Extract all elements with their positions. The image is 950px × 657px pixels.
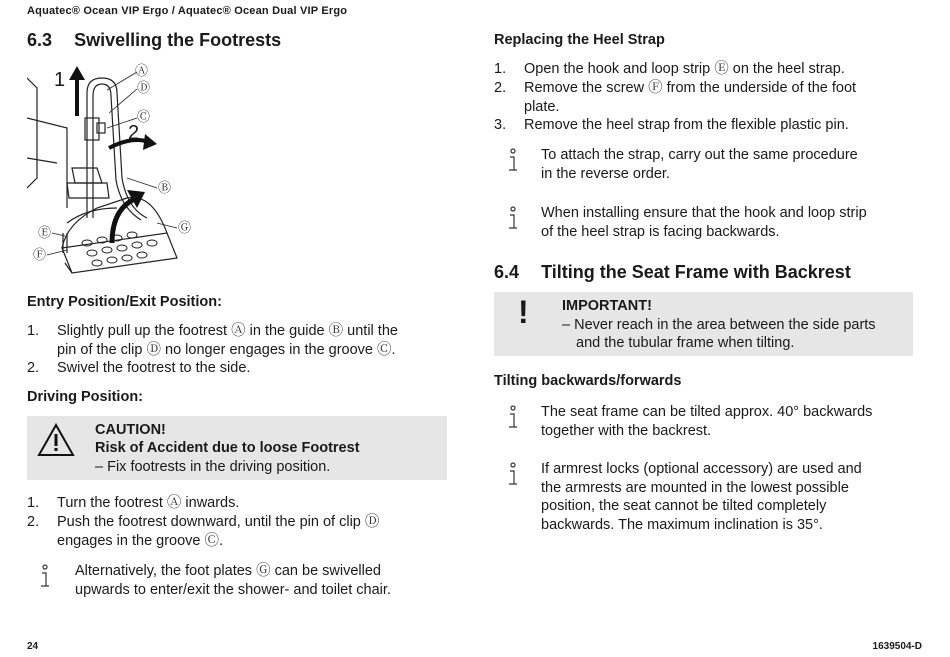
- left-note: [75, 562, 455, 599]
- list-number: 1.: [27, 495, 40, 511]
- section-title: Swivelling the Footrests: [74, 30, 282, 50]
- label-step-1: 1: [54, 69, 66, 91]
- note-line: backwards. The maximum inclination is 35°.: [541, 516, 823, 533]
- list-text: engages in the groove Ⓒ.: [57, 532, 224, 549]
- section-6-3-heading: [27, 30, 281, 51]
- list-text: Push the footrest downward, until the pin of clip Ⓓ: [57, 514, 380, 530]
- list-number: 3.: [494, 117, 507, 133]
- driving-position-heading: Driving Position:: [27, 389, 143, 405]
- section-number: 6.3: [27, 30, 53, 50]
- important-line-2: and the tubular frame when tilting.: [576, 335, 795, 351]
- list-item: [27, 494, 447, 513]
- running-header: Aquatec® Ocean VIP Ergo / Aquatec® Ocean Dual VIP Ergo: [27, 5, 348, 17]
- list-number: 1.: [27, 323, 40, 339]
- list-text: Remove the heel strap from the flexible plastic pin.: [524, 117, 849, 133]
- label-d: Ⓓ: [137, 80, 151, 95]
- tilting-heading: Tilting backwards/forwards: [494, 373, 682, 389]
- list-number: 2.: [27, 360, 40, 376]
- label-step-2: 2: [128, 122, 140, 144]
- list-text: Slightly pull up the footrest Ⓐ in the guide Ⓑ until the: [57, 323, 398, 339]
- caution-box: [27, 416, 447, 480]
- list-text: Remove the screw Ⓕ from the underside of the foot: [524, 80, 857, 96]
- important-title: IMPORTANT!: [562, 298, 652, 314]
- label-b: Ⓑ: [158, 180, 172, 195]
- label-c: Ⓒ: [137, 109, 151, 124]
- list-item: [27, 322, 447, 359]
- note-line: upwards to enter/exit the shower- and toilet chair.: [75, 581, 391, 598]
- info-icon: [506, 405, 520, 431]
- list-number: 2.: [27, 514, 40, 530]
- section-number: 6.4: [494, 262, 520, 282]
- section-title: Tilting the Seat Frame with Backrest: [541, 262, 851, 282]
- list-item: [494, 60, 914, 79]
- list-number: 2.: [494, 80, 507, 96]
- label-f: Ⓕ: [33, 247, 47, 262]
- driving-steps-list: [27, 494, 447, 550]
- note-line: When installing ensure that the hook and loop strip: [541, 205, 867, 221]
- caution-text: – Fix footrests in the driving position.: [95, 459, 331, 475]
- list-text: plate.: [524, 98, 560, 115]
- heel-steps-list: [494, 60, 914, 135]
- note-line: the armrests are mounted in the lowest possible: [541, 479, 849, 496]
- important-line-1: – Never reach in the area between the side parts: [562, 317, 876, 333]
- list-text: Swivel the footrest to the side.: [57, 360, 251, 376]
- entry-position-heading: Entry Position/Exit Position:: [27, 294, 222, 310]
- list-text: Open the hook and loop strip Ⓔ on the heel strap.: [524, 61, 845, 77]
- caution-title: CAUTION!: [95, 422, 166, 438]
- info-icon: [506, 462, 520, 488]
- label-g: Ⓖ: [178, 220, 192, 235]
- note-line: position, the seat cannot be tilted completely: [541, 498, 827, 514]
- note-line: Alternatively, the foot plates Ⓖ can be swivelled: [75, 563, 382, 579]
- caution-subtitle: Risk of Accident due to loose Footrest: [95, 440, 360, 456]
- note-line: together with the backrest.: [541, 422, 712, 439]
- document-id: 1639504-D: [872, 641, 922, 652]
- heel-note-1: [541, 146, 921, 183]
- note-line: of the heel strap is facing backwards.: [541, 223, 780, 240]
- label-e: Ⓔ: [38, 225, 52, 240]
- heel-note-2: [541, 204, 921, 241]
- important-box: [494, 292, 913, 356]
- note-line: To attach the strap, carry out the same procedure: [541, 147, 858, 163]
- note-line: in the reverse order.: [541, 165, 670, 182]
- list-number: 1.: [494, 61, 507, 77]
- info-icon: [506, 148, 520, 174]
- entry-steps-list: [27, 322, 447, 378]
- warning-triangle-icon: [37, 423, 75, 457]
- tilting-note-1: [541, 403, 921, 440]
- label-a: Ⓐ: [135, 63, 149, 78]
- list-item: [494, 79, 914, 116]
- note-line: If armrest locks (optional accessory) are used and: [541, 461, 862, 477]
- section-6-4-heading: [494, 262, 851, 283]
- list-item: [494, 116, 914, 135]
- info-icon: [38, 564, 52, 590]
- list-item: [27, 359, 447, 378]
- info-icon: [506, 206, 520, 232]
- list-text: Turn the footrest Ⓐ inwards.: [57, 495, 240, 511]
- list-item: [27, 513, 447, 550]
- tilting-note-2: [541, 460, 921, 534]
- page-number: 24: [27, 641, 39, 652]
- note-line: The seat frame can be tilted approx. 40° backwards: [541, 404, 873, 420]
- footrest-figure: [27, 58, 207, 283]
- heel-strap-heading: Replacing the Heel Strap: [494, 32, 665, 48]
- exclamation-icon: !: [518, 294, 529, 330]
- list-text: pin of the clip Ⓓ no longer engages in the groove Ⓒ.: [57, 341, 396, 358]
